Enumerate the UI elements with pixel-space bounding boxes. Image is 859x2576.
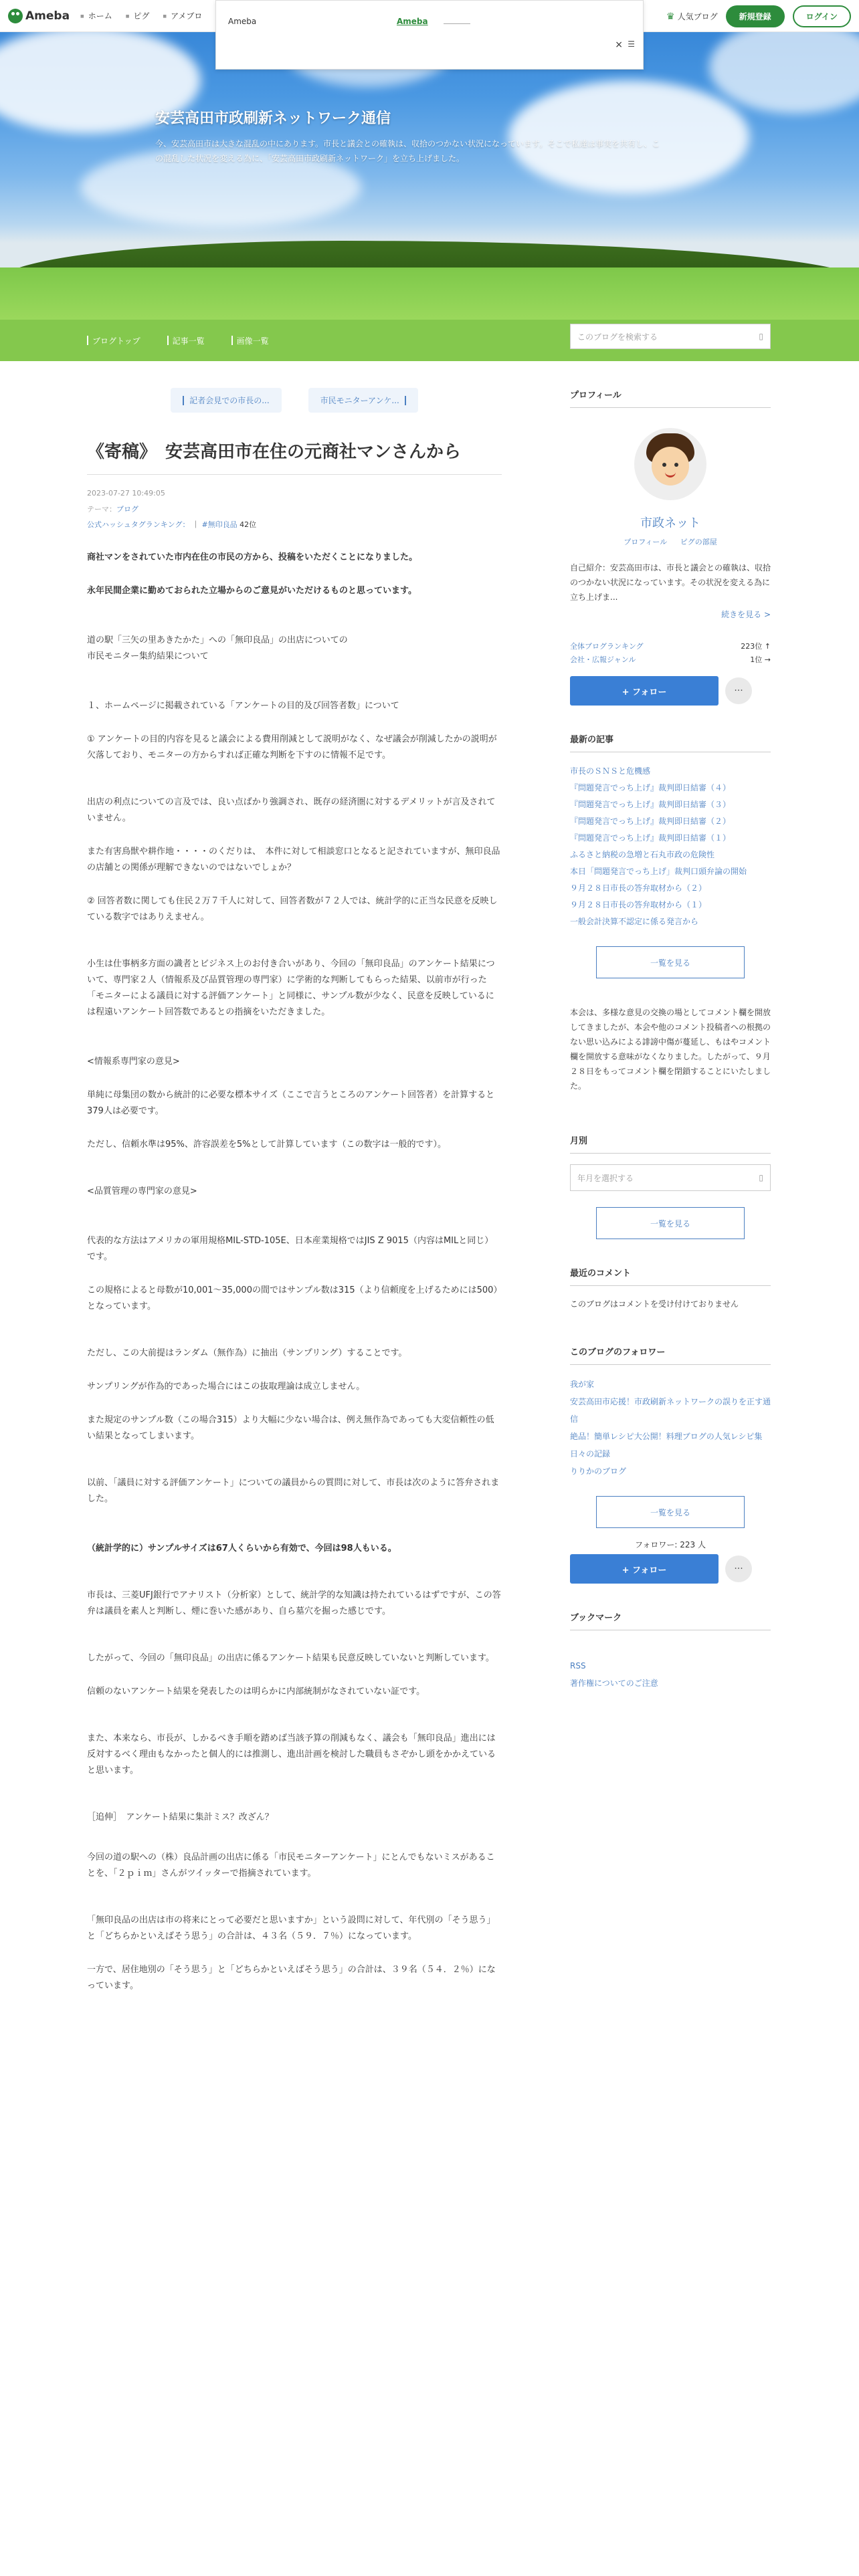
popular-blogs-link[interactable]: ♛ 人気ブログ bbox=[666, 11, 718, 22]
nav-blog-top[interactable]: ブログトップ bbox=[87, 335, 140, 346]
month-more-button[interactable]: 一覧を見る bbox=[596, 1207, 745, 1239]
popup-label: Ameba bbox=[228, 17, 257, 26]
followers-heading: このブログのフォロワー bbox=[570, 1345, 771, 1365]
blog-search-input[interactable]: このブログを検索する ▯ bbox=[570, 324, 771, 349]
article-paragraph: 市長は、三菱UFJ銀行でアナリスト（分析家）として、統計学的な知識は持たれているはずですが、この答弁は議員を素人と判断し、煙に巻いた感があり、自ら墓穴を掘った感じです。 bbox=[87, 1590, 501, 1616]
article-paragraph: また、本来なら、市長が、しかるべき手順を踏めば当該予算の削減もなく、議会も「無印良品」進出には反対するべく理由もなかったと個人的には推測し、進出計画を検討した職員もさぞかし頭をかかえていると思います。 bbox=[87, 1733, 496, 1776]
article-paragraph: この規格によると母数が10,001～35,000の間ではサンプル数は315（より信頼度を上げるためには500）となっています。 bbox=[87, 1285, 498, 1311]
article-paragraph: ただし、信頼水準は95%、許容誤差を5%として計算しています（この数字は一般的です）。 bbox=[87, 1140, 447, 1150]
recent-entry-link[interactable]: ９月２８日市長の答弁取材から（２） bbox=[570, 883, 707, 893]
recent-entry-link[interactable]: 市長のＳＮＳと危機感 bbox=[570, 766, 651, 776]
close-icon[interactable]: × bbox=[615, 39, 623, 50]
global-nav bbox=[80, 10, 202, 21]
search-icon[interactable]: ▯ bbox=[759, 332, 763, 341]
follower-count: フォロワー: 223 人 bbox=[635, 1540, 706, 1549]
article-paragraph: ② 回答者数に関しても住民２万７千人に対して、回答者数が７２人では、統計学的に正当な民意を反映している数字ではありえません。 bbox=[87, 896, 498, 922]
month-select[interactable]: 年月を選択する ▯ bbox=[570, 1164, 771, 1191]
theme-link[interactable]: ブログ bbox=[116, 505, 138, 514]
register-button[interactable]: 新規登録 bbox=[726, 5, 785, 27]
follower-link[interactable]: 絶品！簡単レシピ大公開！料理ブログの人気レシピ集 bbox=[570, 1432, 763, 1441]
recent-entry-link[interactable]: 『問題発言でっち上げ』裁判即日結審（３） bbox=[570, 800, 731, 809]
prev-entry-link[interactable]: 記者会見での市長の... bbox=[171, 388, 281, 413]
header-actions bbox=[666, 5, 851, 27]
ameba-logo-icon bbox=[8, 9, 23, 23]
recent-comments-heading: 最近のコメント bbox=[570, 1266, 771, 1286]
menu-icon[interactable]: ☰ bbox=[628, 39, 635, 49]
login-button[interactable]: ログイン bbox=[793, 5, 851, 27]
hashtag-ranking: 公式ハッシュタグランキング： ｜ #無印良品 42位 bbox=[87, 520, 257, 529]
main-content bbox=[87, 388, 502, 1994]
follow-button[interactable]: + フォロー bbox=[570, 676, 719, 706]
article-paragraph: 今回の道の駅への（株）良品計画の出店に係る「市民モニターアンケート」にとんでもないミスがあることを、「２ｐｉｍ」さんがツイッターで指摘されています。 bbox=[87, 1852, 495, 1879]
more-icon-2[interactable]: ··· bbox=[725, 1555, 752, 1582]
recent-heading: 最新の記事 bbox=[570, 732, 771, 752]
chevron-down-icon: ▯ bbox=[759, 1173, 763, 1182]
article-paragraph: １、ホームページに掲載されている「アンケートの目的及び回答者数」について bbox=[87, 701, 399, 711]
recent-entry-link[interactable]: ふるさと納税の急増と石丸市政の危険性 bbox=[570, 850, 715, 859]
avatar[interactable] bbox=[634, 428, 706, 500]
article-paragraph: ［追伸］ アンケート結果に集計ミス？改ざん？ bbox=[87, 1812, 274, 1822]
follower-link[interactable]: りりかのブログ bbox=[570, 1467, 627, 1476]
nav-image-list[interactable]: 画像一覧 bbox=[231, 335, 269, 346]
overall-ranking: 全体ブログランキング 223位 ↑ bbox=[570, 642, 771, 651]
recent-entry-link[interactable]: 『問題発言でっち上げ』裁判即日結審（４） bbox=[570, 783, 731, 792]
more-icon[interactable]: ··· bbox=[725, 677, 752, 704]
article-paragraph: 小生は仕事柄多方面の識者とビジネス上のお付き合いがあり、今回の「無印良品」のアンケート結果について、専門家２人（情報系及び品質管理の専門家）に学術的な判断してもらった結果、以前市が行った「モニターによる議員に対する評価アンケート」と同様に、サンプル数が少なく、民意を反映しているには程遠いアンケート回答数であるとの指摘をいただきました。 bbox=[87, 959, 495, 1017]
pigg-room-link[interactable]: ピグの部屋 bbox=[680, 538, 717, 546]
article-paragraph: （統計学的に）サンプルサイズは67人くらいから有効で、今回は98人もいる。 bbox=[87, 1543, 397, 1553]
profile-heading: プロフィール bbox=[570, 388, 771, 408]
header-popup-panel bbox=[215, 0, 644, 70]
article-paragraph: ただし、この大前提はランダム（無作為）に抽出（サンプリング）することです。 bbox=[87, 1348, 407, 1358]
nav-entry-list[interactable]: 記事一覧 bbox=[167, 335, 205, 346]
crown-icon: ♛ bbox=[666, 11, 675, 22]
article-paragraph: 一方で、居住地別の「そう思う」と「どちらかといえばそう思う」の合計は、３９名（５４．２％）になっています。 bbox=[87, 1965, 496, 1991]
article-paragraph: 道の駅「三矢の里あきたかた」への「無印良品」の出店についての 市民モニター集約結果について bbox=[87, 635, 348, 661]
follower-link[interactable]: 日々の記録 bbox=[570, 1449, 611, 1459]
recent-entry-link[interactable]: 一般会計決算不認定に係る発言から bbox=[570, 917, 699, 926]
article-paragraph: <情報系専門家の意見> bbox=[87, 1057, 180, 1067]
next-entry-link[interactable]: 市民モニターアンケ... bbox=[308, 388, 418, 413]
blog-description: 今、安芸高田市は大きな混乱の中にあります。市長と議会との確執は、収拾のつかない状況になっています。そこで私達は事実を共有し、この混乱した状況を変える為に、「安芸高田市政刷新ネットワーク」を立ち上げました。 bbox=[155, 139, 660, 163]
article-paragraph: ① アンケートの目的内容を見ると議会による費用削減として説明がなく、なぜ議会が削減したかの説明が欠落しており、モニターの方からすれば正確な判断を下すのに情報不足です。 bbox=[87, 734, 497, 760]
profile-text: 自己紹介：安芸高田市は、市長と議会との確執は、収拾のつかない状況になっています。その状況を変える為に立ち上げま... bbox=[570, 563, 771, 602]
profile-links bbox=[570, 536, 771, 547]
article-date: 2023-07-27 10:49:05 bbox=[87, 489, 165, 498]
article-paragraph: また有害鳥獣や耕作地・・・・のくだりは、 本件に対して相談窓口となると記されていますが、無印良品の店舗との関係が理解できないのではないでしょか？ bbox=[87, 847, 500, 873]
article-paragraph: 永年民間企業に勤めておられた立場からのご意見がいただけるものと思っています。 bbox=[87, 586, 417, 596]
comment-policy-note: 本会は、多様な意見の交換の場としてコメント欄を開放してきましたが、本会や他のコメント投稿者への根拠のない思い込みによる誹謗中傷が蔓延し、もはやコメント欄を開放する意味がなくなりました。したがって、９月２８日をもってコメント欄を閉鎖することにいたしました。 bbox=[570, 1008, 771, 1091]
recent-entry-link[interactable]: 本日「問題発言でっち上げ」裁判口頭弁論の開始 bbox=[570, 867, 747, 876]
monthly-heading: 月別 bbox=[570, 1134, 771, 1154]
blog-title[interactable]: 安芸高田市政刷新ネットワーク通信 bbox=[155, 110, 391, 127]
copyright-notice-link[interactable]: 著作権についてのご注意 bbox=[570, 1679, 658, 1688]
article-theme: テーマ：ブログ bbox=[87, 505, 138, 514]
rss-link[interactable]: RSS bbox=[570, 1661, 586, 1671]
article-paragraph: サンプリングが作為的であった場合にはこの抜取理論は成立しません。 bbox=[87, 1382, 365, 1392]
follower-list bbox=[570, 1376, 771, 1480]
bookmark-heading: ブックマーク bbox=[570, 1610, 771, 1630]
article-body bbox=[87, 550, 502, 1994]
ameba-logo[interactable]: Ameba bbox=[8, 9, 70, 23]
recent-entry-link[interactable]: 『問題発言でっち上げ』裁判即日結審（１） bbox=[570, 833, 731, 843]
profile-link[interactable]: プロフィール bbox=[624, 538, 668, 546]
article-title[interactable]: 《寄稿》 安芸高田市在住の元商社マンさんから bbox=[87, 439, 502, 475]
nav-ameblo[interactable]: ■ アメブロ bbox=[163, 10, 202, 21]
recent-entry-link[interactable]: 『問題発言でっち上げ』裁判即日結審（２） bbox=[570, 817, 731, 826]
article-paragraph: <品質管理の専門家の意見> bbox=[87, 1186, 197, 1196]
article-paragraph: 出店の利点についての言及では、良い点ばかり強調され、既存の経済圏に対するデメリットが言及されていません。 bbox=[87, 797, 496, 823]
recent-more-button[interactable]: 一覧を見る bbox=[596, 946, 745, 978]
sidebar bbox=[570, 388, 771, 1692]
genre-ranking: 会社・広報ジャンル 1位 → bbox=[570, 655, 771, 664]
article-paragraph: 商社マンをされていた市内在住の市民の方から、投稿をいただくことになりました。 bbox=[87, 552, 418, 562]
article-paragraph: 信頼のないアンケート結果を発表したのは明らかに内部統制がなされていない証です。 bbox=[87, 1687, 425, 1697]
profile-more-link[interactable]: 続きを見る > bbox=[721, 610, 771, 619]
follower-more-button[interactable]: 一覧を見る bbox=[596, 1496, 745, 1528]
recent-entries bbox=[570, 763, 771, 930]
nav-home[interactable]: ■ ホーム bbox=[80, 10, 112, 21]
article-paragraph: したがって、今回の「無印良品」の出店に係るアンケート結果も民意反映していないと判断しています。 bbox=[87, 1653, 494, 1663]
article-paragraph: また規定のサンプル数（この場合315）より大幅に少ない場合は、例え無作為であっても大変信頼性の低い結果となってしまいます。 bbox=[87, 1415, 494, 1441]
nav-pigg[interactable]: ■ ピグ bbox=[126, 10, 150, 21]
follower-link[interactable]: 我が家 bbox=[570, 1380, 595, 1389]
popup-brand-link[interactable]: Ameba bbox=[397, 17, 428, 26]
hashtag-link[interactable]: #無印良品 bbox=[201, 520, 237, 529]
profile-name[interactable]: 市政ネット bbox=[640, 516, 700, 530]
comments-disabled-text: このブログはコメントを受け付けておりません bbox=[570, 1299, 739, 1309]
article-paragraph: 代表的な方法はアメリカの軍用規格MIL-STD-105E、日本産業規格ではJIS Z 9015（内容はMILと同じ）です。 bbox=[87, 1236, 494, 1262]
bookmark-list bbox=[570, 1657, 771, 1692]
entry-pager bbox=[87, 388, 502, 413]
article-paragraph: 以前、「議員に対する評価アンケート」についての議員からの質問に対して、市長は次のように答弁されました。 bbox=[87, 1478, 500, 1504]
article-paragraph: 単純に母集団の数から統計的に必要な標本サイズ（ここで言うところのアンケート回答者）を計算すると379人は必要です。 bbox=[87, 1090, 495, 1116]
recent-entry-link[interactable]: ９月２８日市長の答弁取材から（１） bbox=[570, 900, 707, 909]
follower-link[interactable]: 安芸高田市応援！市政刷新ネットワークの誤りを正す通信 bbox=[570, 1397, 771, 1424]
follow-button-2[interactable]: + フォロー bbox=[570, 1554, 719, 1584]
article-paragraph: 「無印良品の出店は市の将来にとって必要だと思いますか」という設問に対して、年代別の「そう思う」と「どちらかといえばそう思う」の合計は、４３名（５９．７％）になっています。 bbox=[87, 1915, 496, 1941]
